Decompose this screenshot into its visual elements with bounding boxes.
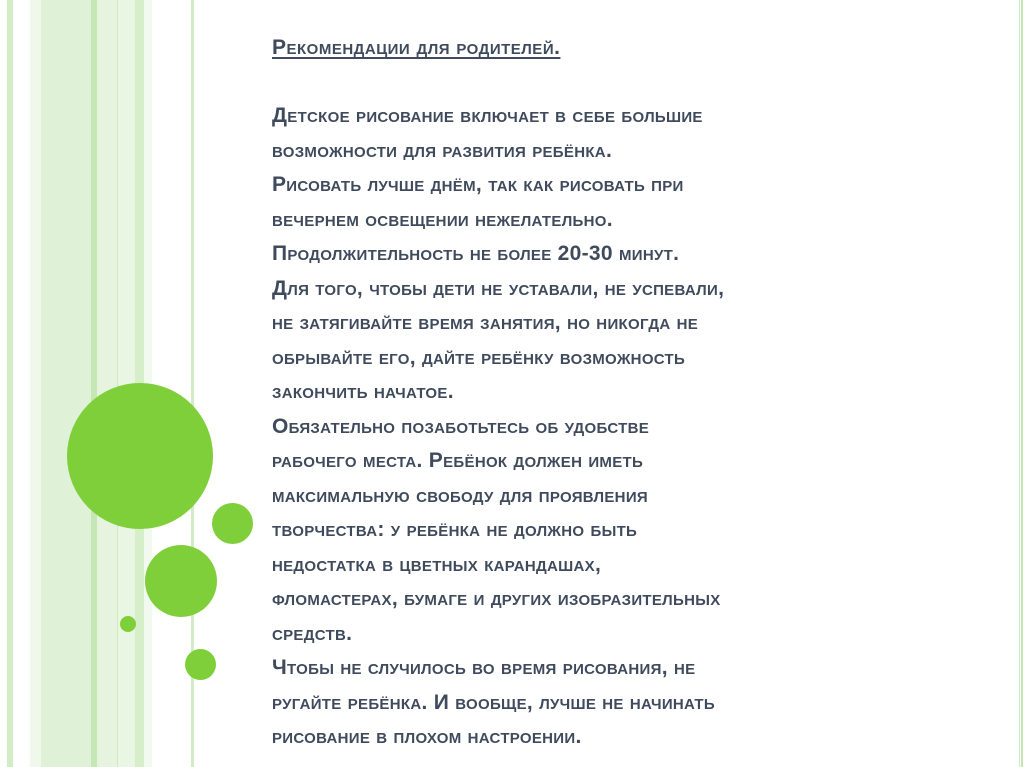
decor-stripe bbox=[7, 0, 13, 767]
body-line: максимальную свободу для проявления bbox=[272, 483, 648, 507]
decor-stripe bbox=[41, 0, 91, 767]
body-line: Для того, чтобы дети не уставали, не успевали, bbox=[272, 276, 725, 300]
body-line: Обязательно позаботьтесь об удобстве bbox=[272, 414, 650, 438]
body-line: не затягивайте время занятия, но никогда не bbox=[272, 311, 699, 334]
body-line: рабочего места. Ребёнок должен иметь bbox=[272, 449, 644, 472]
body-line: Чтобы не случилось во время рисования, не bbox=[272, 656, 696, 679]
body-line: средств. bbox=[272, 621, 353, 645]
decor-circle bbox=[145, 545, 217, 617]
body-line: рисование в плохом настроении. bbox=[272, 725, 582, 748]
slide-title: Рекомендации для родителей. bbox=[272, 36, 561, 59]
body-line: недостатка в цветных карандашах, bbox=[272, 552, 602, 576]
body-line: обрывайте его, дайте ребёнку возможность bbox=[272, 345, 686, 369]
decor-circle-small bbox=[120, 616, 136, 632]
body-line: Детское рисование включает в себе большие bbox=[272, 104, 703, 127]
body-line: фломастерах, бумаге и других изобразительных bbox=[272, 587, 721, 610]
body-line: закончить начатое. bbox=[272, 380, 454, 403]
body-line: Рисовать лучше днём, так как рисовать при bbox=[272, 173, 684, 196]
decor-stripe bbox=[30, 0, 41, 767]
slide-content bbox=[272, 28, 952, 755]
body-line: Продолжительность не более 20-30 минут. bbox=[272, 242, 680, 265]
slide-body bbox=[272, 99, 952, 755]
decor-circle bbox=[212, 503, 253, 544]
decor-circle bbox=[185, 649, 216, 680]
decor-circle-large bbox=[67, 383, 213, 529]
decor-right-line bbox=[1021, 0, 1023, 767]
body-line: ругайте ребёнка. И вообще, лучше не начинать bbox=[272, 690, 715, 714]
decor-stripe bbox=[97, 0, 117, 767]
decor-right-line bbox=[1019, 0, 1020, 767]
body-line: вечернем освещении нежелательно. bbox=[272, 207, 613, 231]
body-line: возможности для развития ребёнка. bbox=[272, 138, 613, 162]
body-line: творчества: у ребёнка не должно быть bbox=[272, 518, 638, 541]
